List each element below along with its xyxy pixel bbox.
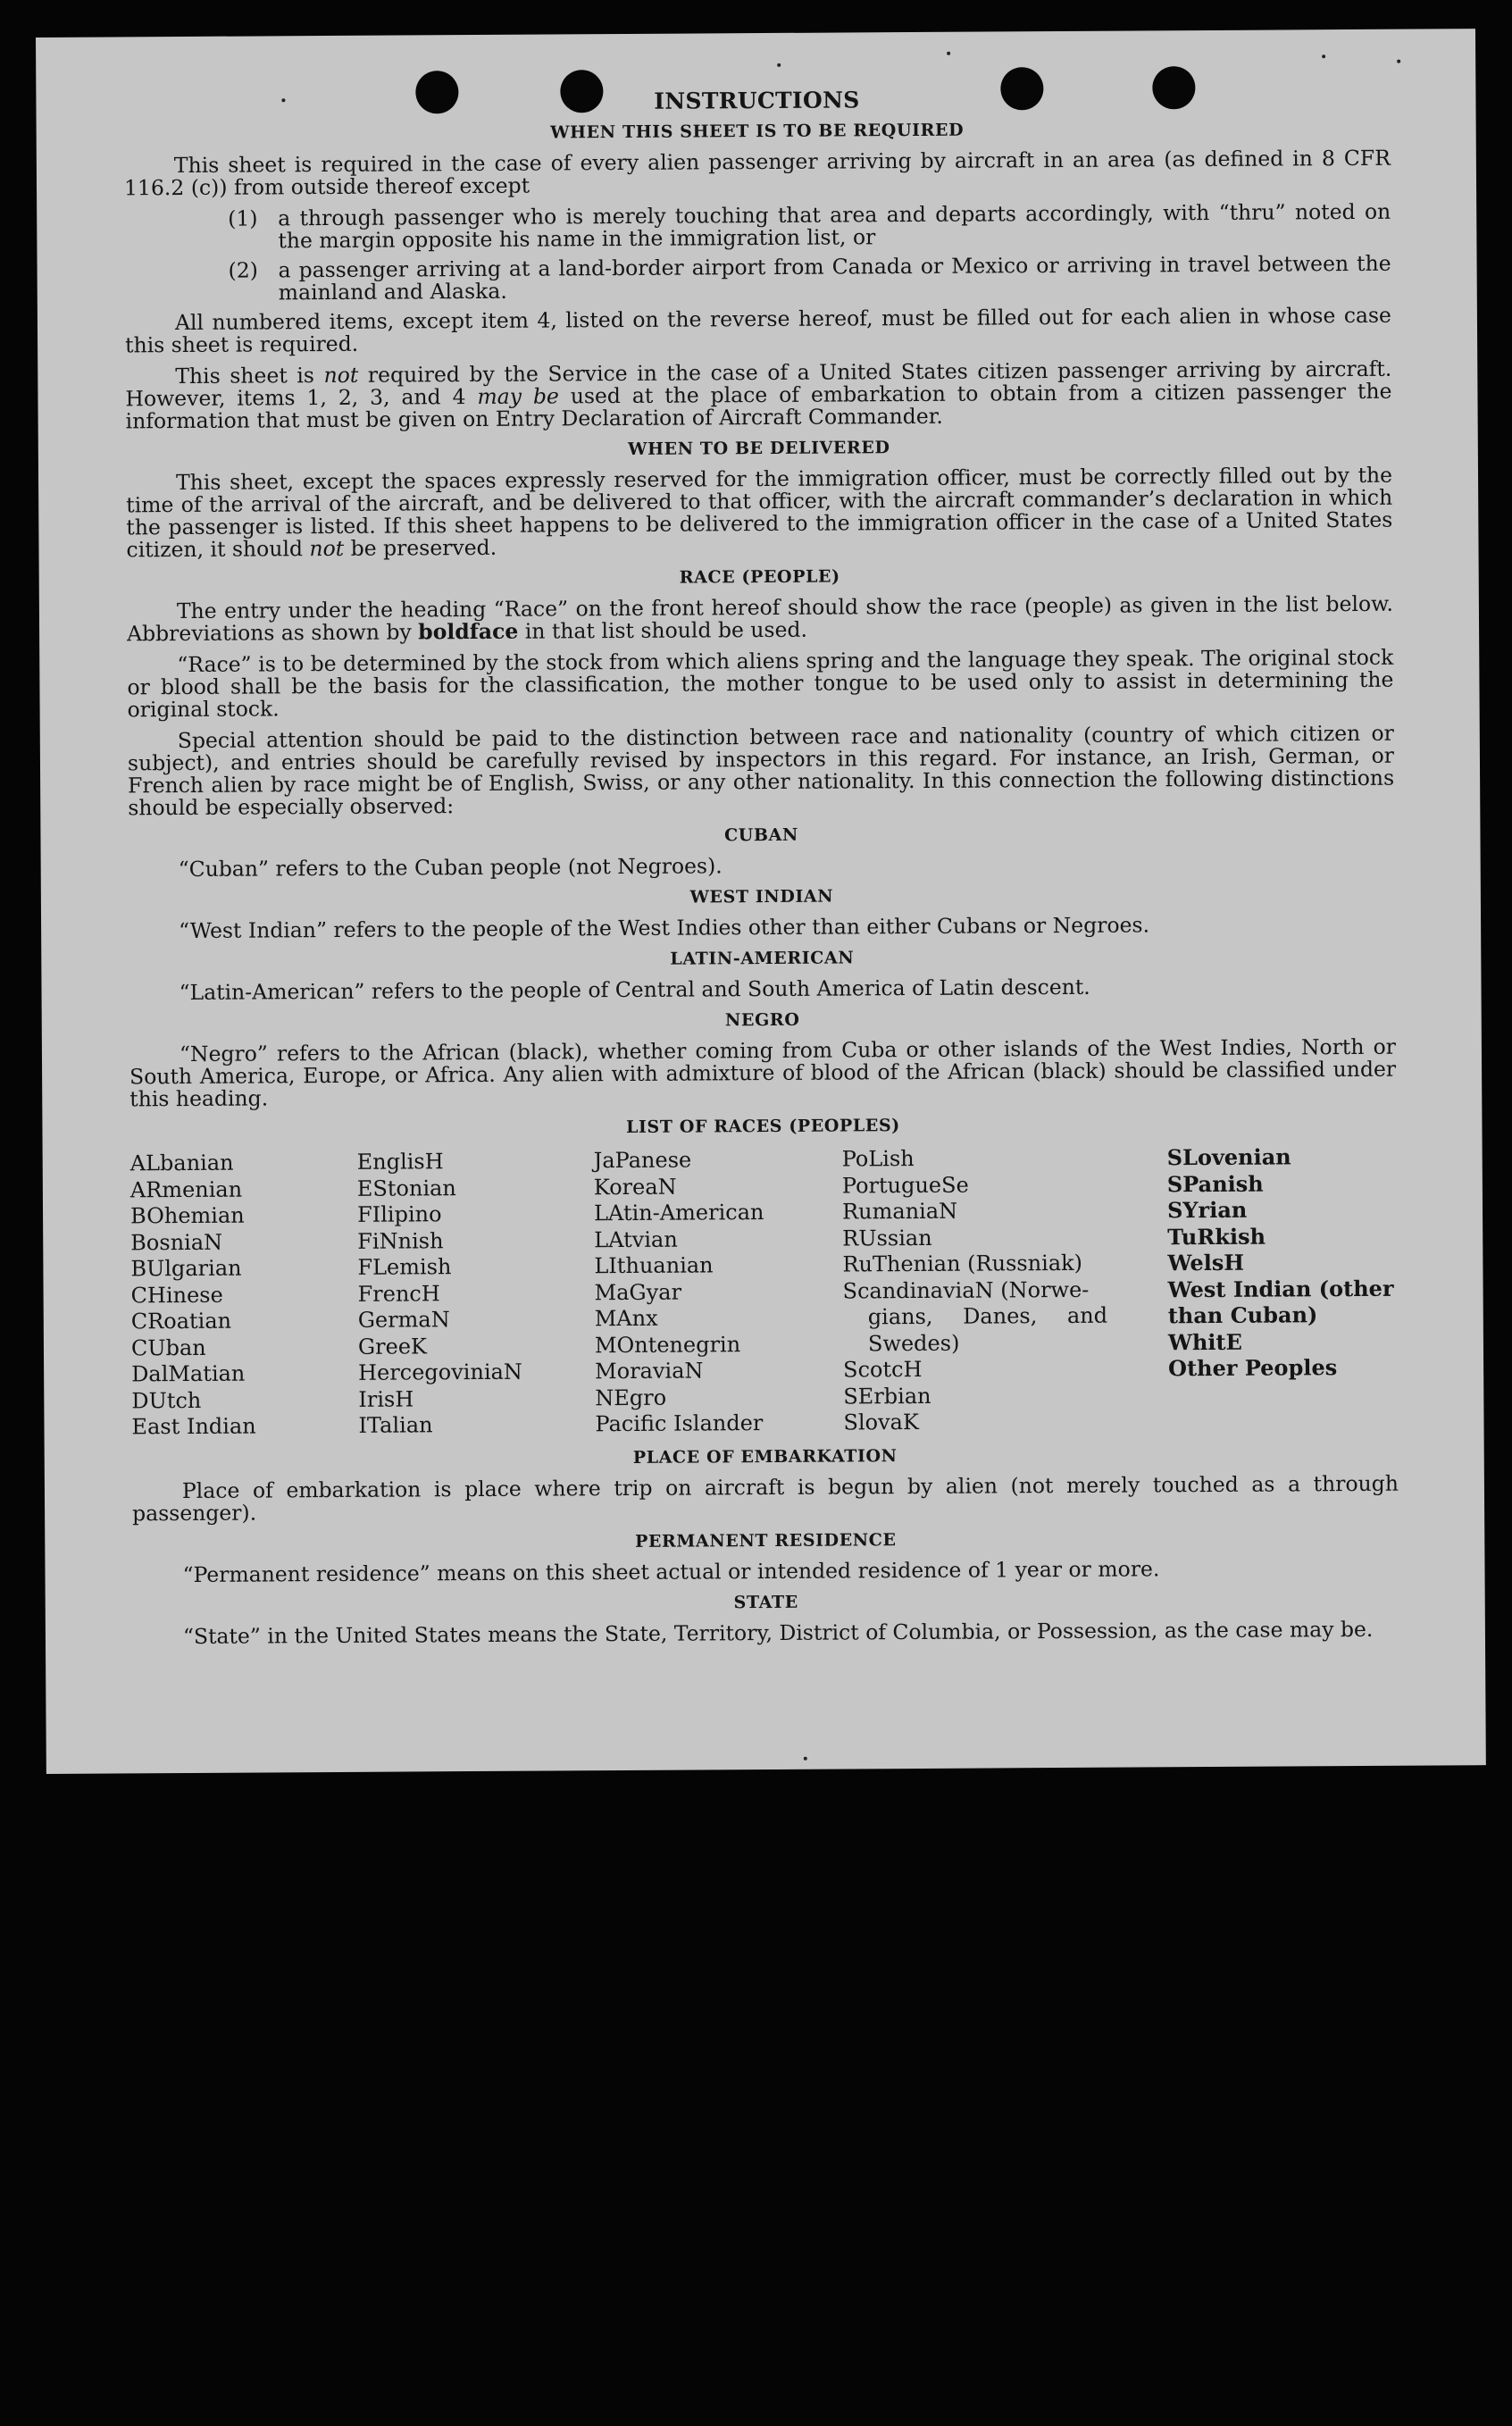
paragraph: “Race” is to be determined by the stock from which aliens spring and the language they speak. The original stock or blood shall be the basis for the classification, the mother tongue to be used only to assist in determining the original stock.	[127, 644, 1394, 723]
race-entry: PortugueSe	[841, 1172, 969, 1199]
heading-west-indian: WEST INDIAN	[689, 886, 834, 908]
speck	[777, 63, 781, 67]
race-entry: SPanish	[1166, 1170, 1264, 1197]
paragraph: “Cuban” refers to the Cuban people (not Negroes).	[178, 853, 723, 883]
item-text: a passenger arriving at a land-border airport from Canada or Mexico or arriving in travel between the mainland and Alaska.	[278, 250, 1391, 305]
race-entry: IrisH	[358, 1385, 414, 1412]
text-run: This sheet, except the spaces expressly reserved for the immigration officer, must be correctly filled out by the time of the arrival of the aircraft, and be delivered to that officer, with the aircraft commander’s declaration in which the passenger is listed. If this sheet happens to be delivered to the immigration officer in the case of a United States citizen, it should	[126, 462, 1393, 563]
race-entry: WhitE	[1167, 1328, 1242, 1355]
race-entry: Swedes)	[867, 1330, 960, 1356]
race-entry: NEgro	[595, 1384, 667, 1410]
race-entry: BosniaN	[130, 1229, 223, 1255]
race-entry: DUtch	[131, 1387, 202, 1413]
race-entry: ARmenian	[129, 1176, 243, 1202]
emphasis: not	[323, 362, 359, 389]
race-entry: TuRkish	[1167, 1223, 1266, 1250]
heading-when-required: WHEN THIS SHEET IS TO BE REQUIRED	[550, 120, 965, 143]
race-entry: MaGyar	[594, 1279, 682, 1305]
heading-cuban: CUBAN	[723, 824, 798, 846]
race-entry: FrencH	[357, 1280, 440, 1307]
race-entry: SYrian	[1166, 1196, 1248, 1224]
race-list	[130, 1143, 1399, 1441]
race-entry: MOntenegrin	[594, 1331, 741, 1358]
race-entry: LAtvian	[594, 1226, 678, 1252]
race-entry: WelsH	[1167, 1249, 1245, 1276]
heading-negro: NEGRO	[724, 1009, 800, 1031]
text-run: in that list should be used.	[518, 616, 808, 644]
heading-latin-american: LATIN-AMERICAN	[670, 948, 855, 969]
speck	[947, 52, 950, 55]
race-entry: MoraviaN	[595, 1358, 704, 1384]
race-entry: gians, Danes, and	[867, 1302, 1108, 1330]
race-entry: DalMatian	[131, 1360, 246, 1387]
race-entry: EStonian	[356, 1175, 456, 1201]
instructions-content	[123, 86, 1399, 1657]
race-entry: FIlipino	[356, 1201, 442, 1227]
race-entry: HercegoviniaN	[358, 1359, 522, 1385]
paragraph: “State” in the United States means the State, Territory, District of Columbia, or Possession, as the case may be.	[182, 1616, 1374, 1649]
race-entry: EnglisH	[356, 1149, 444, 1175]
text-run: be preserved.	[344, 534, 497, 561]
paragraph	[126, 590, 1393, 647]
exception-item-2	[125, 250, 1391, 305]
heading-place-of-embarkation: PLACE OF EMBARKATION	[632, 1445, 898, 1468]
race-entry: ScotcH	[843, 1356, 923, 1383]
paragraph	[125, 358, 1391, 433]
paragraph: This sheet is required in the case of every alien passenger arriving by aircraft in an area (as defined in 8 CFR 116.2 (c)) from outside thereof except	[123, 145, 1391, 201]
heading-permanent-residence: PERMANENT RESIDENCE	[634, 1529, 897, 1552]
bold-text: boldface	[418, 618, 519, 645]
race-entry: ITalian	[358, 1412, 433, 1438]
paragraph: “Permanent residence” means on this sheet actual or intended residence of 1 year or more.	[182, 1555, 1160, 1587]
document-sheet	[36, 29, 1486, 1774]
race-column	[842, 1144, 1169, 1436]
speck	[804, 1757, 807, 1761]
text-run: The entry under the heading “Race” on the front hereof should show the race (people) as given in the list below. Abbreviations as shown by	[126, 590, 1393, 647]
race-entry: CUban	[130, 1334, 206, 1360]
page-title: INSTRUCTIONS	[654, 87, 860, 114]
paragraph: Place of embarkation is place where trip on aircraft is begun by alien (not merely touched as a through passenger).	[132, 1470, 1399, 1526]
race-entry: LIthuanian	[594, 1252, 714, 1279]
race-entry: FiNnish	[357, 1227, 444, 1254]
race-column	[130, 1150, 359, 1441]
heading-race: RACE (PEOPLE)	[679, 566, 840, 588]
paragraph: “Latin-American” refers to the people of Central and South America of Latin descent.	[179, 974, 1090, 1006]
race-entry: Pacific Islander	[595, 1410, 764, 1437]
race-entry: East Indian	[131, 1413, 256, 1440]
race-entry: LAtin-American	[593, 1200, 764, 1226]
paragraph: “West Indian” refers to the people of the West Indies other than either Cubans or Negroes.	[179, 912, 1150, 944]
emphasis: may be	[477, 383, 559, 409]
race-entry: SErbian	[843, 1383, 931, 1410]
race-entry: PoLish	[841, 1146, 915, 1172]
emphasis: not	[309, 535, 345, 562]
speck	[1322, 54, 1325, 58]
race-entry: FLemish	[357, 1254, 452, 1280]
paragraph	[126, 464, 1393, 562]
race-entry: ScandinaviaN (Norwe-	[842, 1276, 1090, 1304]
race-entry: SLovenian	[1166, 1143, 1291, 1171]
race-entry: JaPanese	[593, 1147, 692, 1174]
race-column	[1167, 1143, 1399, 1435]
race-entry: SlovaK	[843, 1409, 919, 1435]
race-entry: GreeK	[357, 1333, 428, 1359]
race-entry: CRoatian	[130, 1308, 232, 1334]
race-column	[594, 1147, 844, 1438]
race-entry: BUlgarian	[130, 1255, 242, 1282]
paragraph: Special attention should be paid to the distinction between race and nationality (country of which citizen or subject), and entries should be carefully revised by inspectors in this regard. For instance, an Irish, German, or French alien by race might be of English, Swiss, or any other nationality. In this connection the following distinctions should be especially observed:	[127, 720, 1395, 821]
race-entry: ALbanian	[129, 1150, 234, 1176]
text-run: used at the place of embarkation to obtain from a citizen passenger the information that must be given on Entry Declaration of Aircraft Commander.	[125, 378, 1392, 434]
race-entry: MAnx	[594, 1305, 658, 1332]
race-column	[357, 1148, 596, 1439]
race-entry: KoreaN	[593, 1174, 677, 1200]
exception-item-1	[124, 198, 1391, 254]
race-entry: BOhemian	[129, 1202, 245, 1229]
text-run: This sheet is	[175, 363, 324, 389]
item-number: (2)	[228, 257, 258, 283]
item-number: (1)	[228, 205, 258, 231]
speck	[1397, 60, 1400, 63]
race-entry: West Indian (other	[1167, 1275, 1394, 1302]
text-run: required by the Service in the case of a United States citizen passenger arriving by aircraft. However, items 1, 2, 3, and 4	[125, 356, 1392, 412]
heading-when-delivered: WHEN TO BE DELIVERED	[628, 438, 890, 459]
paragraph: All numbered items, except item 4, listed on the reverse hereof, must be filled out for each alien in whose case this sheet is required.	[125, 302, 1392, 358]
race-entry: than Cuban)	[1167, 1301, 1318, 1329]
race-entry: CHinese	[130, 1282, 223, 1308]
paragraph: “Negro” refers to the African (black), whether coming from Cuba or other islands of the West Indies, North or South America, Europe, or Africa. Any alien with admixture of blood of the African (black) should be classified under this heading.	[129, 1033, 1397, 1112]
race-entry: Other Peoples	[1168, 1354, 1338, 1382]
item-text: a through passenger who is merely touching that area and departs accordingly, with “thru” noted on the margin opposite his name in the immigration list, or	[278, 198, 1391, 254]
heading-list-of-races: LIST OF RACES (PEOPLES)	[625, 1116, 900, 1137]
race-entry: RumaniaN	[841, 1198, 958, 1225]
race-entry: RuThenian (Russniak)	[842, 1250, 1083, 1277]
race-entry: GermaN	[357, 1307, 450, 1333]
heading-state: STATE	[733, 1592, 798, 1612]
race-entry: RUssian	[842, 1225, 932, 1251]
